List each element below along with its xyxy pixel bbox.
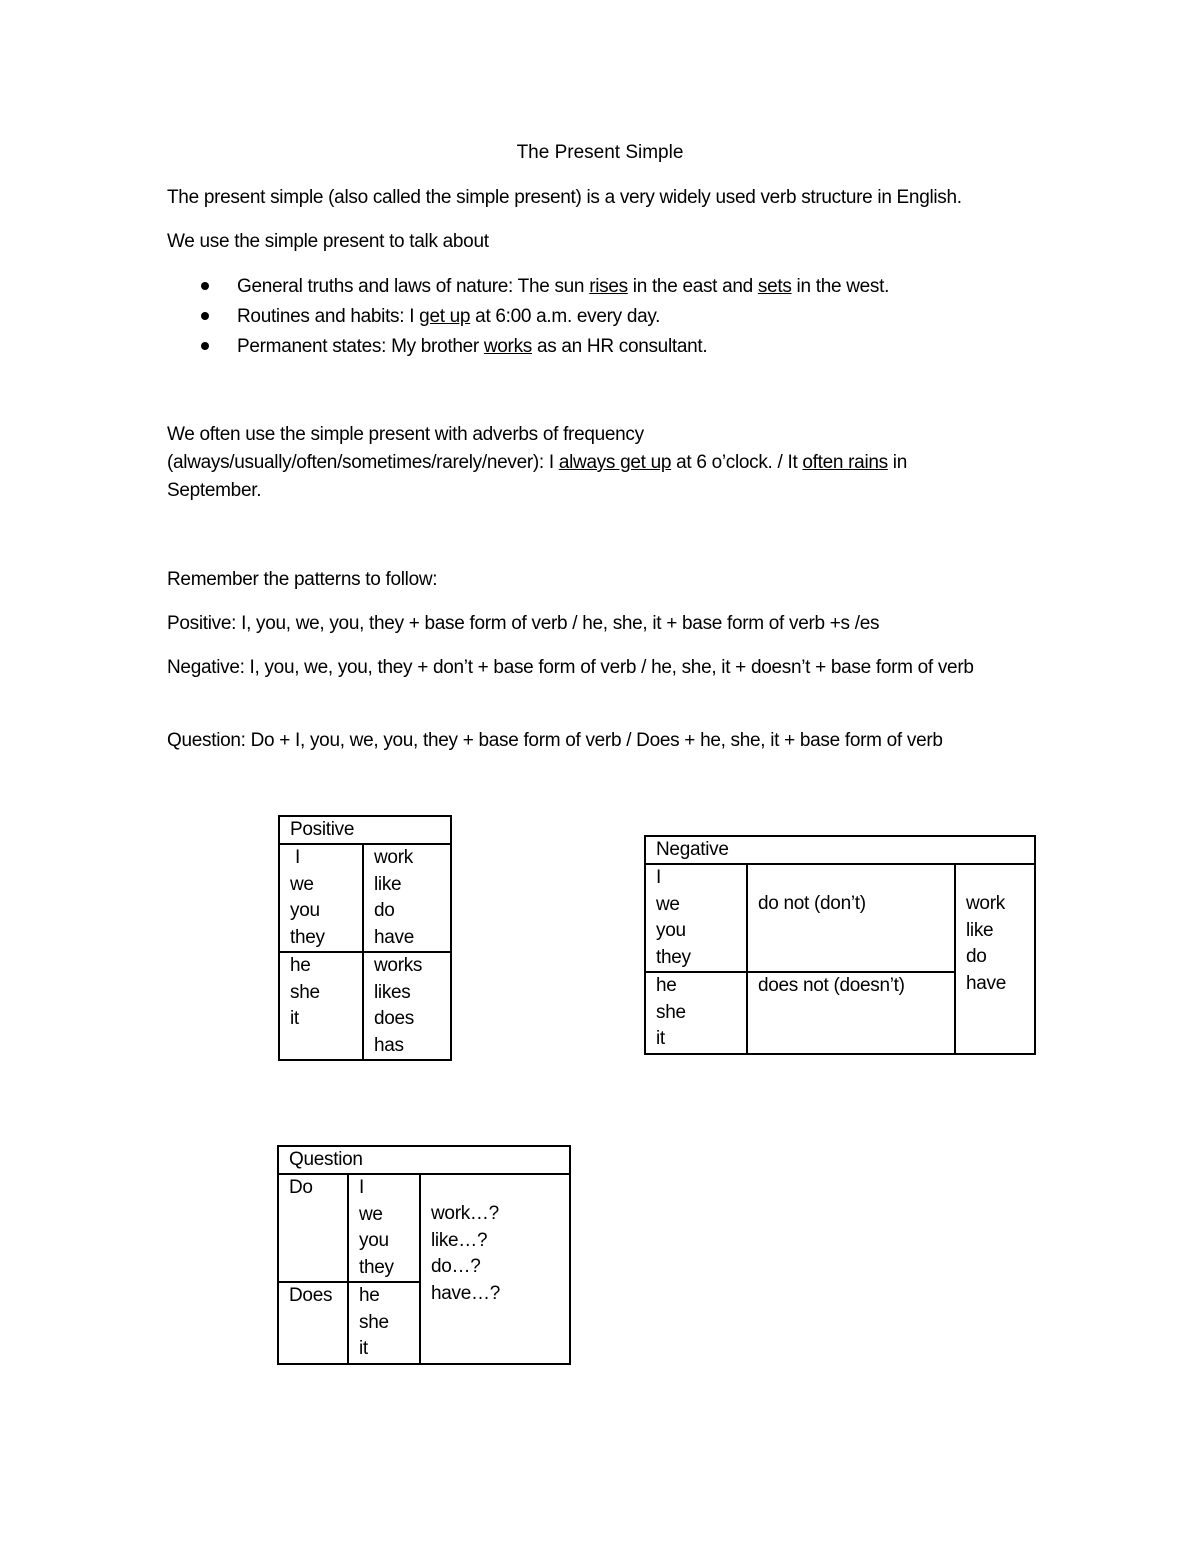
negative-subjects-group2: he she it [645, 972, 747, 1054]
patterns-lead: Remember the patterns to follow: [167, 569, 438, 590]
question-table [277, 1145, 571, 1365]
question-table-header: Question [278, 1146, 570, 1174]
positive-table-header: Positive [279, 816, 451, 844]
pattern-positive: Positive: I, you, we, you, they + base form of verb / he, she, it + base form of verb +s /es [167, 613, 880, 634]
pattern-negative: Negative: I, you, we, you, they + don’t + base form of verb / he, she, it + doesn’t + base form of verb [167, 657, 974, 678]
negative-verbs: work like do have [955, 864, 1035, 1054]
negative-aux-group1: do not (don’t) [747, 864, 955, 972]
bullet-icon [201, 312, 209, 320]
list-item: Routines and habits: I get up at 6:00 a.m. every day. [167, 302, 1047, 332]
question-aux-does: Does [278, 1282, 348, 1364]
negative-table-header: Negative [645, 836, 1035, 864]
pattern-question: Question: Do + I, you, we, you, they + base form of verb / Does + he, she, it + base form of verb [167, 730, 943, 751]
intro-paragraph: The present simple (also called the simple present) is a very widely used verb structure in English. [167, 187, 962, 208]
positive-table [278, 815, 452, 1061]
page-title: The Present Simple [516, 142, 684, 163]
positive-subjects-group1: I we you they [279, 844, 363, 952]
bullet-icon [201, 342, 209, 350]
list-item: Permanent states: My brother works as an HR consultant. [167, 332, 1047, 362]
uses-list [167, 272, 1047, 362]
positive-verbs-group1: work like do have [363, 844, 451, 952]
adverbs-paragraph: We often use the simple present with adverbs of frequency (always/usually/often/sometimes/rarely/never): I always get up at 6 o’clock. / It often rains in September. [167, 424, 907, 501]
negative-table [644, 835, 1036, 1055]
negative-subjects-group1: I we you they [645, 864, 747, 972]
question-subjects-group2: he she it [348, 1282, 420, 1364]
use-lead-paragraph: We use the simple present to talk about [167, 231, 489, 252]
question-verbs: work…? like…? do…? have…? [420, 1174, 570, 1364]
bullet-icon [201, 282, 209, 290]
list-item: General truths and laws of nature: The sun rises in the east and sets in the west. [167, 272, 1047, 302]
question-subjects-group1: I we you they [348, 1174, 420, 1282]
positive-subjects-group2: he she it [279, 952, 363, 1060]
positive-verbs-group2: works likes does has [363, 952, 451, 1060]
negative-aux-group2: does not (doesn’t) [747, 972, 955, 1054]
question-aux-do: Do [278, 1174, 348, 1282]
